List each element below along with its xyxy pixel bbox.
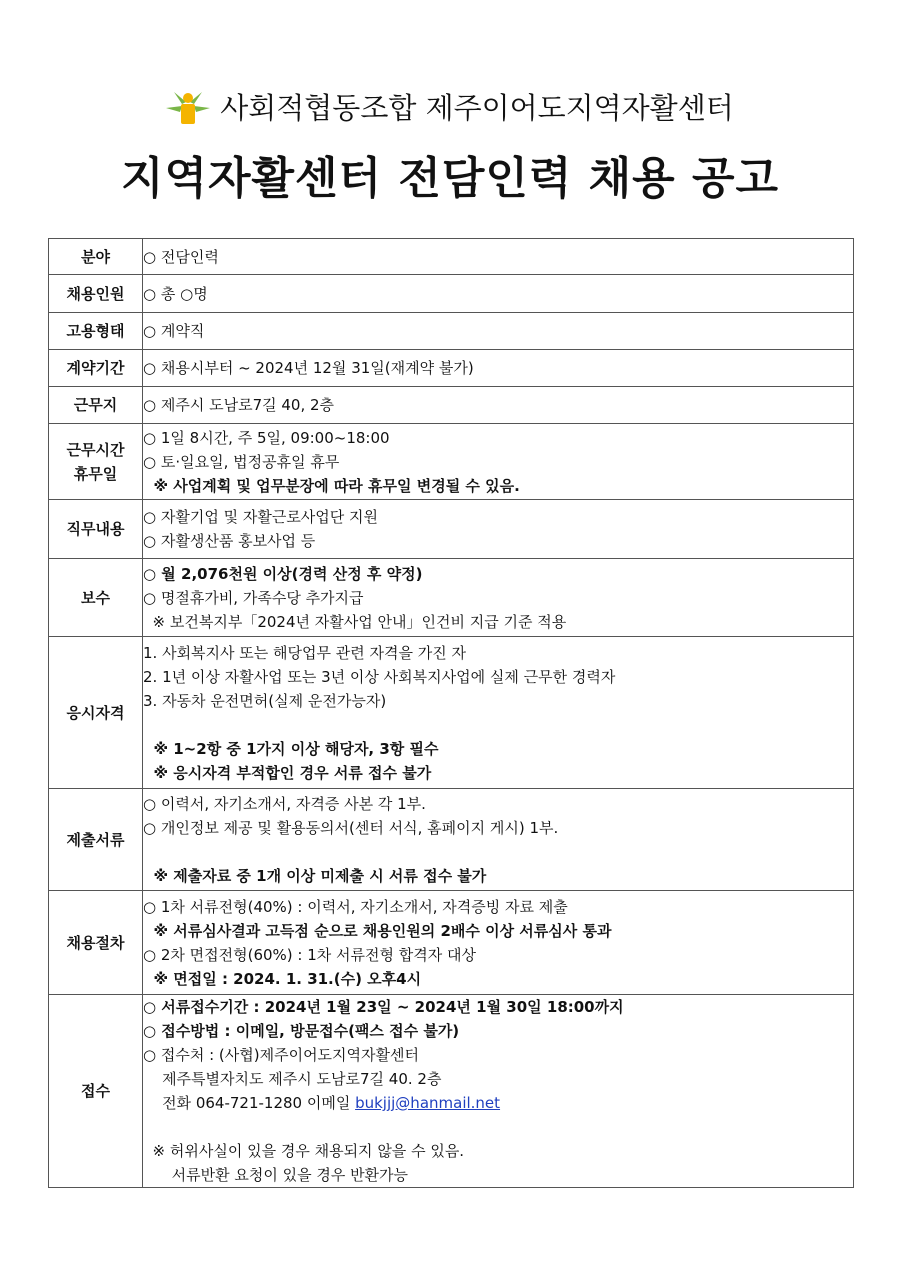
spacer	[143, 1115, 853, 1139]
application-line-2: ○ 접수방법 : 이메일, 방문접수(팩스 접수 불가)	[143, 1022, 460, 1040]
duties-line-2: ○ 자활생산품 홍보사업 등	[143, 532, 316, 550]
row-qualifications	[49, 637, 854, 789]
field-label: 분야	[49, 239, 143, 275]
hours-label-line-2: 휴무일	[73, 464, 118, 483]
headcount-content	[143, 275, 854, 313]
duties-label: 직무내용	[49, 500, 143, 559]
duties-content	[143, 500, 854, 559]
procedure-line-1: ○ 1차 서류전형(40%) : 이력서, 자기소개서, 자격증빙 자료 제출	[143, 897, 568, 916]
row-field	[49, 239, 854, 275]
spacer	[143, 713, 853, 737]
qualifications-line-5: ※ 응시자격 부적합인 경우 서류 접수 불가	[143, 763, 432, 782]
pay-line-1: ○ 월 2,076천원 이상(경력 산정 후 약정)	[143, 564, 423, 583]
row-headcount	[49, 275, 854, 313]
hours-label-line-1: 근무시간	[66, 440, 125, 459]
organization-line	[0, 84, 900, 128]
application-line-6: ※ 허위사실이 있을 경우 채용되지 않을 수 있음.	[143, 1142, 465, 1160]
hours-line-1: ○ 1일 8시간, 주 5일, 09:00~18:00	[143, 428, 390, 447]
row-contract-period	[49, 350, 854, 387]
headcount-line-1: ○ 총 ○명	[143, 284, 208, 303]
pay-line-3: ※ 보건복지부「2024년 자활사업 안내」인건비 지급 기준 적용	[143, 612, 567, 631]
application-line-1: ○ 서류접수기간 : 2024년 1월 23일 ~ 2024년 1월 30일 18:00까지	[143, 998, 624, 1016]
contract-period-label: 계약기간	[49, 350, 143, 387]
headcount-label: 채용인원	[49, 275, 143, 313]
duties-line-1: ○ 자활기업 및 자활근로사업단 지원	[143, 508, 379, 526]
page-title: 지역자활센터 전담인력 채용 공고	[120, 153, 779, 204]
field-content	[143, 239, 854, 275]
qualifications-line-1: 1. 사회복지사 또는 해당업무 관련 자격을 가진 자	[143, 643, 466, 662]
header	[0, 84, 900, 206]
qualifications-content	[143, 637, 854, 789]
employment-type-label: 고용형태	[49, 313, 143, 350]
spacer	[143, 840, 853, 864]
qualifications-line-2: 2. 1년 이상 자활사업 또는 3년 이상 사회복지사업에 실제 근무한 경력자	[143, 667, 616, 686]
procedure-line-3: ○ 2차 면접전형(60%) : 1차 서류전형 합격자 대상	[143, 945, 477, 964]
row-application	[49, 995, 854, 1188]
contract-period-line-1: ○ 채용시부터 ~ 2024년 12월 31일(재계약 불가)	[143, 359, 474, 377]
application-line-4: 제주특별자치도 제주시 도남로7길 40. 2층	[143, 1070, 442, 1088]
row-workplace	[49, 387, 854, 424]
workplace-line-1: ○ 제주시 도남로7길 40, 2층	[143, 396, 335, 414]
application-content	[143, 995, 854, 1188]
procedure-line-4: ※ 면접일 : 2024. 1. 31.(수) 오후4시	[143, 969, 422, 988]
hours-content	[143, 424, 854, 500]
application-line-3: ○ 접수처 : (사협)제주이어도지역자활센터	[143, 1046, 419, 1064]
organization-logo-icon	[166, 86, 210, 126]
documents-line-1: ○ 이력서, 자기소개서, 자격증 사본 각 1부.	[143, 794, 426, 813]
row-hours	[49, 424, 854, 500]
documents-line-3: ※ 제출자료 중 1개 이상 미제출 시 서류 접수 불가	[143, 866, 487, 885]
employment-type-line-1: ○ 계약직	[143, 322, 205, 340]
pay-line-2: ○ 명절휴가비, 가족수당 추가지급	[143, 588, 364, 607]
contact-text: 전화 064-721-1280 이메일	[143, 1094, 356, 1112]
email-link[interactable]: bukjjj@hanmail.net	[355, 1094, 501, 1112]
row-duties	[49, 500, 854, 559]
notice-table	[48, 238, 854, 1188]
qualifications-line-3: 3. 자동차 운전면허(실제 운전가능자)	[143, 691, 387, 710]
application-line-5	[143, 1091, 853, 1115]
documents-content	[143, 789, 854, 891]
workplace-content	[143, 387, 854, 424]
procedure-content	[143, 891, 854, 995]
organization-name: 사회적협동조합 제주이어도지역자활센터	[220, 90, 734, 125]
hours-label	[49, 424, 143, 500]
documents-line-2: ○ 개인정보 제공 및 활용동의서(센터 서식, 홈페이지 게시) 1부.	[143, 818, 559, 837]
row-procedure	[49, 891, 854, 995]
procedure-line-2: ※ 서류심사결과 고득점 순으로 채용인원의 2배수 이상 서류심사 통과	[143, 921, 612, 940]
pay-label: 보수	[49, 559, 143, 637]
application-line-7: 서류반환 요청이 있을 경우 반환가능	[143, 1166, 409, 1184]
hours-line-2: ○ 토·일요일, 법정공휴일 휴무	[143, 452, 340, 471]
hours-line-3: ※ 사업계획 및 업무분장에 따라 휴무일 변경될 수 있음.	[143, 476, 520, 495]
row-documents	[49, 789, 854, 891]
documents-label: 제출서류	[49, 789, 143, 891]
qualifications-line-4: ※ 1~2항 중 1가지 이상 해당자, 3항 필수	[143, 739, 439, 758]
employment-type-content	[143, 313, 854, 350]
workplace-label: 근무지	[49, 387, 143, 424]
field-line-1: ○ 전담인력	[143, 247, 219, 266]
row-employment-type	[49, 313, 854, 350]
application-label: 접수	[49, 995, 143, 1188]
row-pay	[49, 559, 854, 637]
procedure-label: 채용절차	[49, 891, 143, 995]
contract-period-content	[143, 350, 854, 387]
qualifications-label: 응시자격	[49, 637, 143, 789]
pay-content	[143, 559, 854, 637]
